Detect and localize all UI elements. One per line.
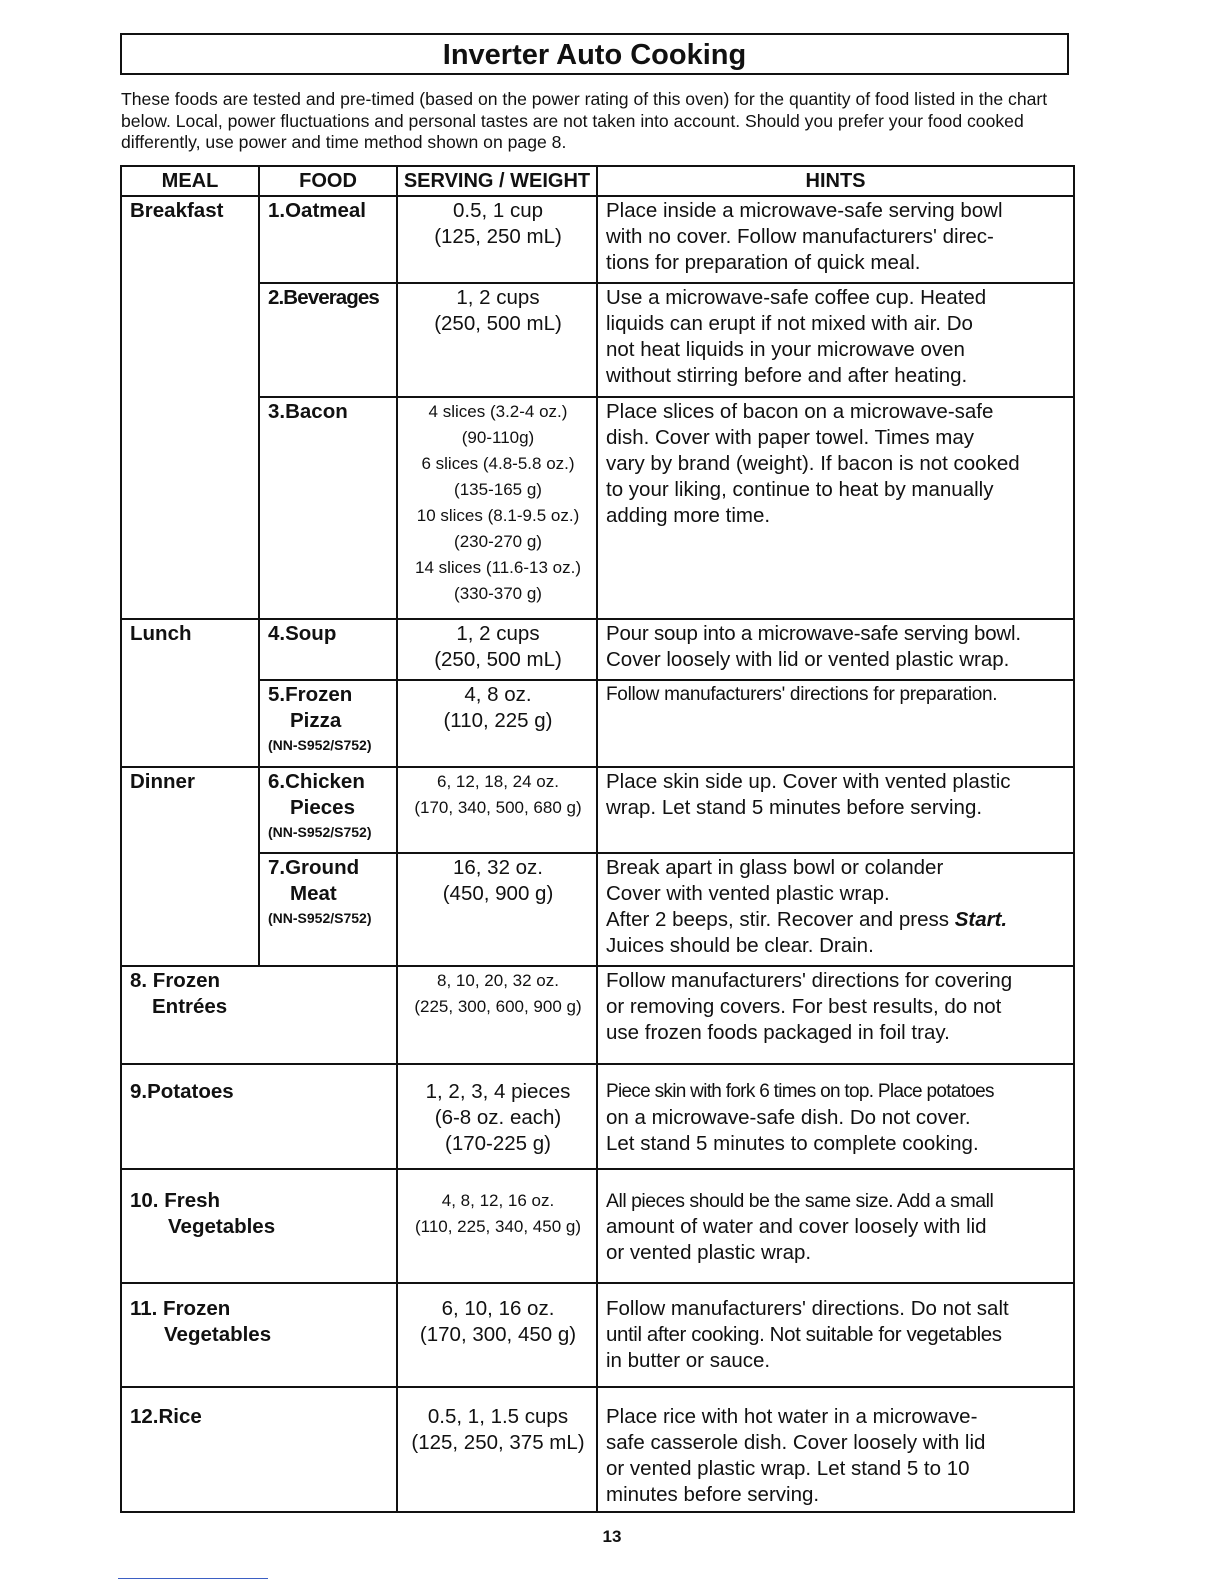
hints-cell: Place skin side up. Cover with vented plastic wrap. Let stand 5 minutes before serving.	[597, 767, 1074, 853]
food-name: 9.Potatoes	[121, 1064, 397, 1169]
hints-cell: Place slices of bacon on a microwave-safe dish. Cover with paper towel. Times may vary by brand (weight). If bacon is not cooked to your liking, continue to heat by manually adding more time.	[597, 397, 1074, 619]
hints-cell: All pieces should be the same size. Add a small amount of water and cover loosely with lid or vented plastic wrap.	[597, 1169, 1074, 1283]
header-serving: SERVING / WEIGHT	[397, 166, 597, 196]
model-note: (NN-S952/S752)	[268, 910, 372, 926]
page-number: 13	[602, 1527, 622, 1546]
food-name: 12.Rice	[121, 1387, 397, 1512]
table-row	[121, 853, 1074, 966]
table-row	[121, 1064, 1074, 1169]
intro-paragraph: These foods are tested and pre-timed (based on the power rating of this oven) for the quantity of food listed in the chart below. Local, power fluctuations and personal tastes are not taken into account. Should you prefer your food cooked differently, use power and time method shown on page 8.	[121, 89, 1048, 152]
food-cell: 11. Frozen Vegetables	[121, 1283, 397, 1387]
food-name: 2.Beverages	[259, 283, 397, 397]
header-hints: HINTS	[597, 166, 1074, 196]
meal-dinner: Dinner	[121, 767, 259, 966]
model-note: (NN-S952/S752)	[268, 824, 372, 840]
hints-cell: Place rice with hot water in a microwave- safe casserole dish. Cover loosely with lid or vented plastic wrap. Let stand 5 to 10 minutes before serving.	[597, 1387, 1074, 1512]
table-row	[121, 283, 1074, 397]
cooking-chart	[120, 165, 1075, 1513]
hints-cell: Piece skin with fork 6 times on top. Place potatoes on a microwave-safe dish. Do not cover. Let stand 5 minutes to complete cooking.	[597, 1064, 1074, 1169]
hints-cell: Place inside a microwave-safe serving bowl with no cover. Follow manufacturers' direc- tions for preparation of quick meal.	[597, 196, 1074, 283]
food-name: 4.Soup	[259, 619, 397, 680]
serving-cell: 6, 12, 18, 24 oz. (170, 340, 500, 680 g)	[397, 767, 597, 853]
table-row	[121, 680, 1074, 767]
food-cell: 10. Fresh Vegetables	[121, 1169, 397, 1283]
serving-cell: 4 slices (3.2-4 oz.) (90-110g) 6 slices (4.8-5.8 oz.) (135-165 g) 10 slices (8.1-9.5 oz.) (230-270 g) 14 slices (11.6-13 oz.) (330-370 g)	[397, 397, 597, 619]
start-keyword: Start.	[954, 908, 1008, 931]
footer-rule	[118, 1578, 268, 1579]
table-row	[121, 767, 1074, 853]
table-row	[121, 397, 1074, 619]
serving-cell: 16, 32 oz. (450, 900 g)	[397, 853, 597, 966]
hints-cell: Use a microwave-safe coffee cup. Heated liquids can erupt if not mixed with air. Do not heat liquids in your microwave oven without stirring before and after heating.	[597, 283, 1074, 397]
meal-breakfast: Breakfast	[121, 196, 259, 619]
header-row	[121, 166, 1074, 196]
table-row	[121, 1387, 1074, 1512]
hints-cell: Follow manufacturers' directions for covering or removing covers. For best results, do not use frozen foods packaged in foil tray.	[597, 966, 1074, 1064]
table-row	[121, 619, 1074, 680]
meal-lunch: Lunch	[121, 619, 259, 767]
header-food: FOOD	[259, 166, 397, 196]
table-row	[121, 966, 1074, 1064]
serving-cell: 6, 10, 16 oz. (170, 300, 450 g)	[397, 1283, 597, 1387]
hints-cell: Follow manufacturers' directions. Do not salt until after cooking. Not suitable for vegetables in butter or sauce.	[597, 1283, 1074, 1387]
food-cell: 8. Frozen Entrées	[121, 966, 397, 1064]
serving-cell: 1, 2 cups (250, 500 mL)	[397, 619, 597, 680]
serving-cell: 1, 2 cups (250, 500 mL)	[397, 283, 597, 397]
serving-cell: 1, 2, 3, 4 pieces (6-8 oz. each) (170-225 g)	[397, 1064, 597, 1169]
table-row	[121, 1283, 1074, 1387]
header-meal: MEAL	[121, 166, 259, 196]
page-title: Inverter Auto Cooking	[442, 39, 747, 71]
table-row	[121, 196, 1074, 283]
food-cell: 5.Frozen Pizza (NN-S952/S752)	[259, 680, 397, 767]
food-name: 1.Oatmeal	[259, 196, 397, 283]
serving-cell: 4, 8, 12, 16 oz. (110, 225, 340, 450 g)	[397, 1169, 597, 1283]
title-box	[120, 33, 1069, 75]
hints-cell: Follow manufacturers' directions for preparation.	[597, 680, 1074, 767]
serving-cell: 8, 10, 20, 32 oz. (225, 300, 600, 900 g)	[397, 966, 597, 1064]
model-note: (NN-S952/S752)	[268, 737, 372, 753]
serving-cell: 4, 8 oz. (110, 225 g)	[397, 680, 597, 767]
table-row	[121, 1169, 1074, 1283]
food-cell: 7.Ground Meat (NN-S952/S752)	[259, 853, 397, 966]
food-cell: 6.Chicken Pieces (NN-S952/S752)	[259, 767, 397, 853]
hints-cell: Pour soup into a microwave-safe serving bowl. Cover loosely with lid or vented plastic wrap.	[597, 619, 1074, 680]
serving-cell: 0.5, 1 cup (125, 250 mL)	[397, 196, 597, 283]
hints-cell: Break apart in glass bowl or colander Cover with vented plastic wrap. After 2 beeps, stir. Recover and press Start. Juices should be clear. Drain.	[597, 853, 1074, 966]
serving-cell: 0.5, 1, 1.5 cups (125, 250, 375 mL)	[397, 1387, 597, 1512]
food-name: 3.Bacon	[259, 397, 397, 619]
